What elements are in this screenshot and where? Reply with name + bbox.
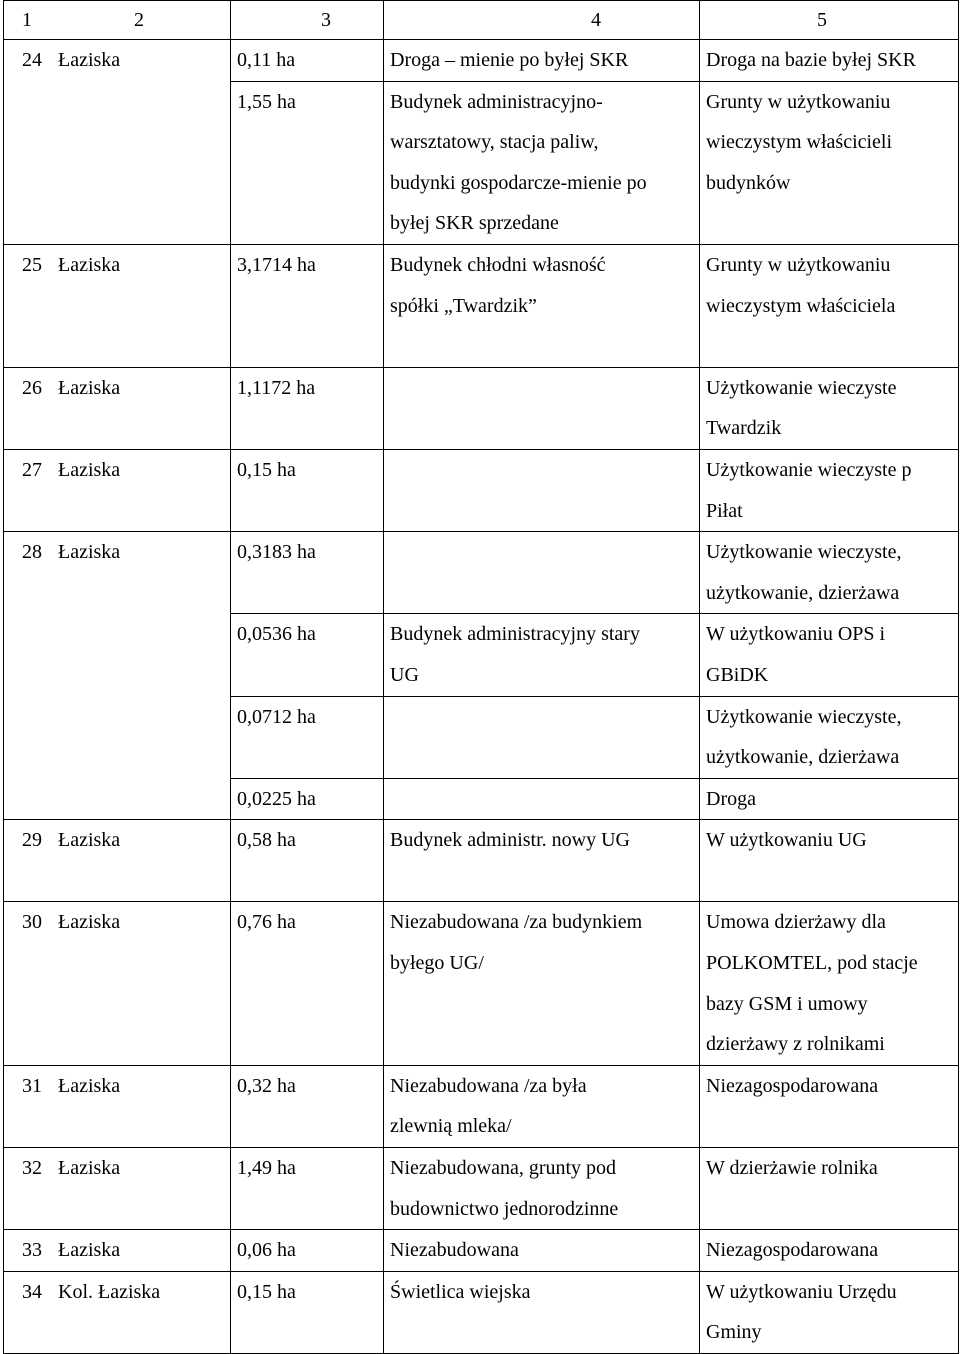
usage-line: Gminy xyxy=(706,1321,762,1344)
table-row xyxy=(4,902,959,1065)
cell-usage xyxy=(700,449,959,531)
cell-description xyxy=(384,1148,700,1230)
cell-usage xyxy=(700,1148,959,1230)
cell-location xyxy=(4,902,231,1065)
cell-usage xyxy=(700,820,959,902)
cell-description xyxy=(384,449,700,531)
location-name: Łaziska xyxy=(58,458,121,481)
cell-description xyxy=(384,778,700,820)
usage-line: bazy GSM i umowy xyxy=(706,992,868,1015)
row-number: 24 xyxy=(22,49,42,71)
usage-line: Droga xyxy=(706,787,756,810)
table-row xyxy=(4,532,959,614)
cell-location xyxy=(4,1230,231,1272)
usage-line: Użytkowanie wieczyste xyxy=(706,376,897,399)
cell-location xyxy=(4,81,231,244)
description-line: warsztatowy, stacja paliw, xyxy=(390,131,599,154)
cell-area: 3,1714 ha xyxy=(231,244,384,367)
cell-area: 0,15 ha xyxy=(231,449,384,531)
header-col-4: 4 xyxy=(384,1,700,40)
usage-line: Użytkowanie wieczyste p xyxy=(706,458,912,481)
cell-usage xyxy=(700,902,959,1065)
description-line: Budynek administr. nowy UG xyxy=(390,829,630,852)
usage-line: Umowa dzierżawy dla xyxy=(706,911,886,934)
description-line: Świetlica wiejska xyxy=(390,1280,531,1303)
table-row xyxy=(4,820,959,902)
usage-line: W użytkowaniu UG xyxy=(706,829,867,852)
cell-usage xyxy=(700,367,959,449)
location-name: Kol. Łaziska xyxy=(58,1280,161,1303)
cell-location xyxy=(4,1148,231,1230)
cell-description xyxy=(384,820,700,902)
cell-description xyxy=(384,902,700,1065)
cell-location xyxy=(4,1065,231,1147)
usage-line: Twardzik xyxy=(706,417,782,440)
cell-description xyxy=(384,1271,700,1353)
table-row xyxy=(4,40,959,82)
description-line: UG xyxy=(390,663,419,686)
description-line: Droga – mienie po byłej SKR xyxy=(390,49,629,71)
cell-location xyxy=(4,367,231,449)
table-row xyxy=(4,696,959,778)
cell-location xyxy=(4,449,231,531)
header-cell-1-2 xyxy=(4,1,231,40)
row-number: 29 xyxy=(22,829,42,852)
cell-usage xyxy=(700,1230,959,1272)
cell-location xyxy=(4,696,231,778)
description-line: spółki „Twardzik” xyxy=(390,294,537,317)
cell-area: 1,49 ha xyxy=(231,1148,384,1230)
row-number: 26 xyxy=(22,376,42,399)
cell-location xyxy=(4,244,231,367)
cell-description xyxy=(384,1065,700,1147)
location-name: Łaziska xyxy=(58,829,121,852)
description-line: Niezabudowana /za budynkiem xyxy=(390,911,643,934)
usage-line: użytkowanie, dzierżawa xyxy=(706,746,900,769)
cell-area: 0,58 ha xyxy=(231,820,384,902)
row-number: 27 xyxy=(22,458,42,481)
table-row xyxy=(4,81,959,244)
usage-line: POLKOMTEL, pod stacje xyxy=(706,952,918,975)
usage-line: Niezagospodarowana xyxy=(706,1239,879,1262)
usage-line: Droga na bazie byłej SKR xyxy=(706,49,916,71)
usage-line: Użytkowanie wieczyste, xyxy=(706,541,902,564)
cell-location xyxy=(4,778,231,820)
cell-location xyxy=(4,532,231,614)
cell-location xyxy=(4,1271,231,1353)
description-line: budynki gospodarcze-mienie po xyxy=(390,171,647,194)
cell-area: 0,15 ha xyxy=(231,1271,384,1353)
usage-line: Grunty w użytkowaniu xyxy=(706,90,891,113)
cell-area: 0,06 ha xyxy=(231,1230,384,1272)
header-col-3: 3 xyxy=(231,1,384,40)
location-name: Łaziska xyxy=(58,1157,121,1180)
cell-usage xyxy=(700,244,959,367)
cell-area: 0,0225 ha xyxy=(231,778,384,820)
location-name: Łaziska xyxy=(58,1074,121,1097)
cell-usage xyxy=(700,614,959,696)
usage-line: budynków xyxy=(706,171,791,194)
location-name: Łaziska xyxy=(58,1239,121,1262)
usage-line: dzierżawy z rolnikami xyxy=(706,1033,885,1056)
cell-usage xyxy=(700,1065,959,1147)
table-row xyxy=(4,1148,959,1230)
header-row xyxy=(4,1,959,40)
usage-line: GBiDK xyxy=(706,663,769,686)
cell-area: 1,55 ha xyxy=(231,81,384,244)
cell-description xyxy=(384,81,700,244)
cell-usage xyxy=(700,778,959,820)
cell-description xyxy=(384,1230,700,1272)
cell-usage xyxy=(700,1271,959,1353)
description-line: Niezabudowana /za była xyxy=(390,1074,587,1097)
description-line: Niezabudowana xyxy=(390,1239,519,1262)
header-col-2: 2 xyxy=(134,9,144,31)
cell-usage xyxy=(700,696,959,778)
description-line: Budynek administracyjny stary xyxy=(390,623,640,646)
cell-area: 0,11 ha xyxy=(231,40,384,82)
header-col-5: 5 xyxy=(700,1,959,40)
row-number: 25 xyxy=(22,253,42,276)
cell-usage xyxy=(700,532,959,614)
property-table xyxy=(3,0,959,1354)
location-name: Łaziska xyxy=(58,376,121,399)
description-line: Budynek chłodni własność xyxy=(390,253,606,276)
cell-area: 1,1172 ha xyxy=(231,367,384,449)
cell-description xyxy=(384,614,700,696)
row-number: 28 xyxy=(22,541,42,564)
usage-line: Użytkowanie wieczyste, xyxy=(706,705,902,728)
cell-usage xyxy=(700,81,959,244)
usage-line: wieczystym właściciela xyxy=(706,294,896,317)
table-row xyxy=(4,1271,959,1353)
table-row xyxy=(4,778,959,820)
usage-line: W użytkowaniu OPS i xyxy=(706,623,886,646)
cell-area: 0,0712 ha xyxy=(231,696,384,778)
cell-area: 0,32 ha xyxy=(231,1065,384,1147)
table-row xyxy=(4,367,959,449)
cell-description xyxy=(384,532,700,614)
header-col-1: 1 xyxy=(22,9,32,31)
cell-usage xyxy=(700,40,959,82)
description-line: byłej SKR sprzedane xyxy=(390,212,559,235)
table-row xyxy=(4,449,959,531)
usage-line: użytkowanie, dzierżawa xyxy=(706,581,900,604)
description-line: Niezabudowana, grunty pod xyxy=(390,1157,617,1180)
cell-area: 0,0536 ha xyxy=(231,614,384,696)
table-row xyxy=(4,1065,959,1147)
cell-location xyxy=(4,820,231,902)
description-line: Budynek administracyjno- xyxy=(390,90,603,113)
location-name: Łaziska xyxy=(58,253,121,276)
cell-description xyxy=(384,696,700,778)
usage-line: wieczystym właścicieli xyxy=(706,131,893,154)
row-number: 30 xyxy=(22,911,42,934)
cell-area: 0,76 ha xyxy=(231,902,384,1065)
usage-line: W dzierżawie rolnika xyxy=(706,1157,878,1180)
location-name: Łaziska xyxy=(58,49,121,71)
usage-line: Niezagospodarowana xyxy=(706,1074,879,1097)
cell-location xyxy=(4,614,231,696)
usage-line: W użytkowaniu Urzędu xyxy=(706,1280,897,1303)
row-number: 33 xyxy=(22,1239,42,1262)
cell-description xyxy=(384,367,700,449)
cell-area: 0,3183 ha xyxy=(231,532,384,614)
row-number: 34 xyxy=(22,1280,42,1303)
description-line: budownictwo jednorodzinne xyxy=(390,1197,619,1220)
description-line: zlewnią mleka/ xyxy=(390,1115,512,1138)
cell-location xyxy=(4,40,231,82)
location-name: Łaziska xyxy=(58,541,121,564)
table-row xyxy=(4,1230,959,1272)
cell-description xyxy=(384,244,700,367)
description-line: byłego UG/ xyxy=(390,952,484,975)
table-row xyxy=(4,614,959,696)
cell-description xyxy=(384,40,700,82)
row-number: 31 xyxy=(22,1074,42,1097)
location-name: Łaziska xyxy=(58,911,121,934)
row-number: 32 xyxy=(22,1157,42,1180)
usage-line: Grunty w użytkowaniu xyxy=(706,253,891,276)
table-row xyxy=(4,244,959,367)
usage-line: Piłat xyxy=(706,499,743,522)
